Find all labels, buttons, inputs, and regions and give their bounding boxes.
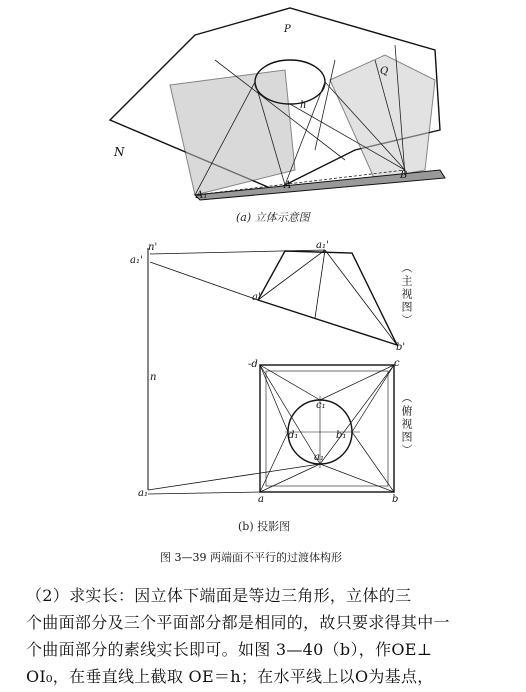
label-a1-prime: a₁' <box>130 255 143 266</box>
shaded-face-left <box>170 70 295 195</box>
label-h: h <box>300 100 307 111</box>
label-d1: d₁ <box>288 430 299 441</box>
label-a-prime: a' <box>252 292 261 303</box>
body-paragraph <box>26 582 508 690</box>
label-q: Q <box>380 66 389 77</box>
label-c1: c₁ <box>316 400 326 411</box>
front-view-outline <box>258 251 397 345</box>
figure-caption: 图 3—39 两端面不平行的过渡体构形 <box>160 551 342 564</box>
label-b-prime: b' <box>396 342 406 353</box>
label-a-bottom: a <box>258 494 264 505</box>
figure-b-projection <box>120 228 420 528</box>
paragraph-line-4: OI₀，在垂直线上截取 OE＝h；在水平线上以O为基点， <box>26 667 434 686</box>
label-n: N <box>114 145 125 159</box>
label-a: A <box>284 180 292 191</box>
label-a1-top: a₁ <box>314 452 324 463</box>
label-b: B <box>400 170 408 181</box>
side-label-top: （俯视图） <box>400 392 413 457</box>
caption-a: (a) 立体示意图 <box>236 211 310 224</box>
label-b1: b₁ <box>336 430 347 441</box>
caption-b: (b) 投影图 <box>238 520 291 533</box>
label-a1-prime-right: a₁' <box>316 240 329 251</box>
label-n-prime: n' <box>148 242 158 253</box>
label-n: n <box>150 372 157 383</box>
side-label-front: （主视图） <box>400 262 413 327</box>
label-a1: A₁ <box>196 190 208 201</box>
top-view-square <box>260 365 394 492</box>
label-c: c <box>394 358 400 369</box>
label-a2: a₁ <box>138 488 148 499</box>
label-b-bottom: b <box>392 494 399 505</box>
label-d: -d <box>248 359 258 370</box>
paragraph-line-1: （2）求实长：因立体下端面是等边三角形，立体的三 <box>26 586 412 605</box>
paragraph-line-3: 个曲面部分的素线实长即可。如图 3—40（b），作OE⊥ <box>26 640 433 659</box>
label-p: P <box>284 24 291 35</box>
paragraph-line-2: 个曲面部分及三个平面部分都是相同的，故只要求得其中一 <box>26 613 450 632</box>
